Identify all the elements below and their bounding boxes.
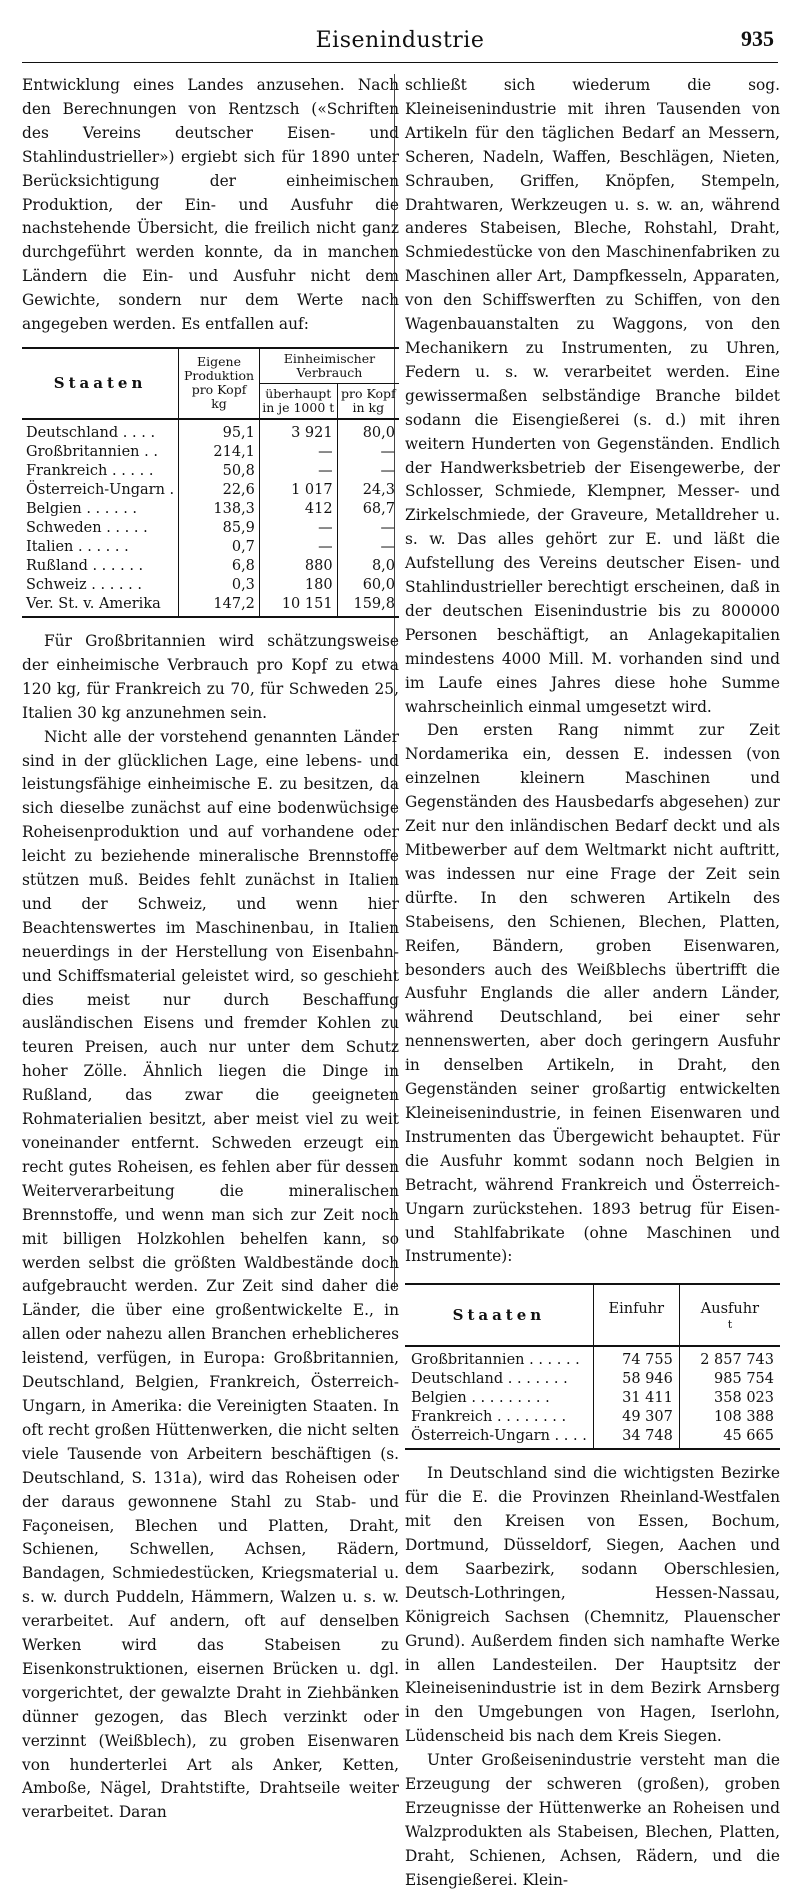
table2-cell-ausfuhr: 358 023 <box>679 1389 780 1408</box>
table2-row <box>405 1427 780 1449</box>
table2-header-einfuhr <box>593 1284 679 1346</box>
table1-cell-eigene: 138,3 <box>179 500 260 519</box>
left-paragraph-1: Entwicklung eines Landes anzusehen. Nach den Berechnungen von Rentzsch («Schriften des Vereins deutscher Eisen- und Stahlindustrieller») ergiebt sich für 1890 unter Berücksichtigung der einheimischen Produktion, der Ein- und Ausfuhr die nachstehende Übersicht, die freilich nicht ganz durchgeführt werden konnte, da in manchen Ländern die Ein- und Ausfuhr nicht dem Gewichte, sondern nur dem Werte nach angegeben werden. Es entfallen auf: <box>22 76 399 334</box>
running-title: Eisenindustrie <box>315 28 485 53</box>
table1-header-ueberhaupt: überhaupt in je 1000 t <box>259 383 337 419</box>
table1-cell-name: Ver. St. v. Amerika <box>22 595 179 617</box>
table1-row <box>22 500 399 519</box>
page-header <box>22 22 778 63</box>
table1-row <box>22 576 399 595</box>
table1-header-prokopf: pro Kopf in kg <box>337 383 399 419</box>
table1-cell-name: Schweiz . . . . . . <box>26 576 142 593</box>
table2-cell-name: Frankreich . . . . . . . . <box>411 1409 567 1426</box>
right-paragraph-2: Den ersten Rang nimmt zur Zeit Nordamerika ein, dessen E. indessen (von einzelnen kleinern Maschinen und Gegenständen des Hausbedarfs abgesehen) zur Zeit nur den inländischen Bedarf deckt und als Mitbewerber auf dem Weltmarkt nicht auftritt, was indessen nur eine Frage der Zeit sein dürfte. In den schweren Artikeln des Stabeisens, den Schienen, Blechen, Platten, Reifen, Bändern, groben Eisenwaren, besonders auch des Weißblechs übertrifft die Ausfuhr Englands die aller andern Länder, während Deutschland, bei einer sehr nennenswerten, aber doch geringern Ausfuhr in denselben Artikeln, in Draht, den Gegenständen seiner großartig entwickelten Kleineisenindustrie, in feinen Eisenwaren und Instrumenten das Übergewicht behauptet. Für die Ausfuhr kommt sodann noch Belgien in Betracht, während Frankreich und Österreich-Ungarn zurückstehen. 1893 betrug für Eisen- und Stahlfabrikate (ohne Maschinen und Instrumente): <box>405 721 780 1266</box>
table1-cell-prokopf: 68,7 <box>337 500 399 519</box>
table2-cell-ausfuhr: 2 857 743 <box>679 1346 780 1370</box>
page-number: 935 <box>741 26 774 51</box>
table1-cell-eigene: 6,8 <box>179 557 260 576</box>
table1-cell-name: Frankreich . . . . . <box>26 462 154 479</box>
table1-cell-prokopf: 159,8 <box>337 595 399 617</box>
table2-row <box>405 1370 780 1389</box>
table2-cell-einfuhr: 74 755 <box>593 1346 679 1370</box>
table1-cell-ueberhaupt: — <box>259 443 337 462</box>
table1-cell-eigene: 85,9 <box>179 519 260 538</box>
table2-header-staaten: Staaten <box>405 1284 593 1346</box>
left-column <box>22 74 399 1825</box>
table1-header-eigene: Eigene Produktion pro Kopf kg <box>179 348 260 419</box>
table1-row <box>22 481 399 500</box>
consumption-table <box>22 347 399 618</box>
table2-cell-ausfuhr: 45 665 <box>679 1427 780 1449</box>
table1-cell-ueberhaupt: 180 <box>259 576 337 595</box>
table1-row <box>22 557 399 576</box>
table1-row <box>22 419 399 443</box>
right-paragraph-1: schließt sich wiederum die sog. Kleineisenindustrie mit ihren Tausenden von Artikeln für den täglichen Bedarf an Messern, Scheren, Nadeln, Waffen, Beschlägen, Nieten, Schrauben, Griffen, Knöpfen, Stempeln, Drahtwaren, Werkzeugen u. s. w. an, während anderes Stabeisen, Bleche, Rohstahl, Draht, Schmiedestücke von den Maschinenfabriken zu Maschinen aller Art, Dampfkesseln, Apparaten, von den Schiffswerften zu Schiffen, von den Wagenbauanstalten zu Waggons, von den Mechanikern zu Instrumenten, zu Uhren, Federn u. s. w. verarbeitet werden. Eine gewissermaßen selbständige Branche bildet sodann die Eisengießerei (s. d.) mit ihren weitern Hunderten von Gegenständen. Endlich der Handwerksbetrieb der Eisengewerbe, der Schlosser, Schmiede, Klempner, Messer- und Zirkelschmiede, der Graveure, Metalldreher u. s. w. Das alles gehört zur E. und läßt die Aufstellung des Vereins deutscher Eisen- und Stahlindustrieller berechtigt erscheinen, daß in der deutschen Eisenindustrie bis zu 800000 Personen beschäftigt, an Anlagekapitalien mindestens 4000 Mill. M. vorhanden sind und im Laufe eines Jahres diese hohe Summe wahrscheinlich einmal umgesetzt wird. <box>405 76 780 716</box>
table1-cell-name: Schweden . . . . . <box>26 519 148 536</box>
table1-row <box>22 595 399 617</box>
table2-header-ausfuhr <box>679 1284 780 1346</box>
right-paragraph-3: In Deutschland sind die wichtigsten Bezirke für die E. die Provinzen Rheinland-Westfalen mit den Kreisen von Essen, Bochum, Dortmund, Düsseldorf, Siegen, Aachen und dem Saarbezirk, sodann Oberschlesien, Deutsch-Lothringen, Hessen-Nassau, Königreich Sachsen (Chemnitz, Plauenscher Grund). Außerdem finden sich namhafte Werke in allen Landesteilen. Der Hauptsitz der Kleineisenindustrie ist in dem Bezirk Arnsberg in den Umgebungen von Hagen, Iserlohn, Lüdenscheid bis nach dem Kreis Siegen. <box>405 1464 780 1746</box>
table1-cell-name: Belgien . . . . . . <box>26 500 138 517</box>
table1-cell-ueberhaupt: 880 <box>259 557 337 576</box>
table1-row <box>22 462 399 481</box>
table1-cell-ueberhaupt: 1 017 <box>259 481 337 500</box>
table1-header-staaten: Staaten <box>22 348 179 419</box>
table1-cell-ueberhaupt: — <box>259 519 337 538</box>
table1-cell-prokopf: — <box>337 519 399 538</box>
table1-cell-eigene: 0,3 <box>179 576 260 595</box>
table2-cell-einfuhr: 31 411 <box>593 1389 679 1408</box>
table2-cell-ausfuhr: 108 388 <box>679 1408 780 1427</box>
table1-cell-prokopf: 60,0 <box>337 576 399 595</box>
table1-cell-name: Österreich-Ungarn . <box>26 481 175 498</box>
table2-cell-name: Österreich-Ungarn . . . . <box>405 1427 593 1449</box>
table1-cell-prokopf: — <box>337 538 399 557</box>
table1-cell-eigene: 95,1 <box>179 419 260 443</box>
table1-cell-eigene: 0,7 <box>179 538 260 557</box>
table1-cell-ueberhaupt: 412 <box>259 500 337 519</box>
right-paragraph-4: Unter Großeisenindustrie versteht man die Erzeugung der schweren (großen), groben Erzeugnisse der Hüttenwerke an Roheisen und Walzprodukten als Stabeisen, Blechen, Platten, Draht, Schienen, Achsen, Rädern, und die Eisengießerei. Klein- <box>405 1751 780 1889</box>
table1-cell-name: Großbritannien . . <box>26 443 158 460</box>
table1-header-group: Einheimischer Verbrauch <box>259 348 399 384</box>
table2-cell-name: Belgien . . . . . . . . . <box>411 1390 550 1407</box>
table1-cell-prokopf: — <box>337 462 399 481</box>
trade-table <box>405 1283 780 1450</box>
table1-cell-eigene: 50,8 <box>179 462 260 481</box>
table2-unit: t <box>727 1317 733 1331</box>
table1-cell-name: Italien . . . . . . <box>26 538 129 555</box>
left-paragraph-3: Nicht alle der vorstehend genannten Länder sind in der glücklichen Lage, eine lebens- und leistungsfähige einheimische E. zu besitzen, da sich dieselbe zunächst auf eine bodenwüchsige Roheisenproduktion und auf vorhandene oder leicht zu beziehende mineralische Brennstoffe stützen muß. Beides fehlt zunächst in Italien und der Schweiz, und wenn hier Beachtenswertes im Maschinenbau, in Italien neuerdings in der Herstellung von Eisenbahn- und Schiffsmaterial geleistet wird, so geschieht dies meist nur durch Beschaffung ausländischen Eisens und fremder Kohlen zu teuren Preisen, auch nur unter dem Schutz hoher Zölle. Ähnlich liegen die Dinge in Rußland, das zwar die geeigneten Rohmaterialien besitzt, aber meist viel zu weit voneinander entfernt. Schweden erzeugt ein recht gutes Roheisen, es fehlen aber für dessen Weiterverarbeitung die mineralischen Brennstoffe, und wenn man sich zur Zeit noch mit billigen Holzkohlen behelfen kann, so werden selbst die größten Waldbestände doch aufgebraucht werden. Zur Zeit sind daher die Länder, die über eine großentwickelte E., in allen oder nahezu allen Branchen erheblicheres leistend, verfügen, in Europa: Großbritannien, Deutschland, Belgien, Frankreich, Österreich-Ungarn, in Amerika: die Vereinigten Staaten. In oft recht großen Hüttenwerken, die nicht selten viele Tausende von Arbeitern beschäftigen (s. Deutschland, S. 131a), wird das Roheisen oder der daraus gewonnene Stahl zu Stab- und Façoneisen, Blechen und Platten, Draht, Schienen, Schwellen, Achsen, Rädern, Bandagen, Schmiedestücken, Kriegsmaterial u. s. w. durch Puddeln, Hämmern, Walzen u. s. w. verarbeitet. Auf andern, oft auf denselben Werken wird das Stabeisen zu Eisenkonstruktionen, eisernen Brücken u. dgl. vorgerichtet, der gewalzte Draht in Ziehbänken dünner gezogen, das Blech verzinkt oder verzinnt (Weißblech), zu groben Eisenwaren von hunderterlei Art als Anker, Ketten, Amboße, Nägel, Drahtstifte, Drahtseile weiter verarbeitet. Daran <box>22 727 399 1822</box>
table1-cell-name: Deutschland . . . . <box>26 424 156 441</box>
table1-cell-prokopf: 24,3 <box>337 481 399 500</box>
table2-row <box>405 1346 780 1370</box>
table1-row <box>22 519 399 538</box>
table1-row <box>22 443 399 462</box>
table2-cell-name: Deutschland . . . . . . . <box>411 1371 568 1388</box>
table1-cell-eigene: 214,1 <box>179 443 260 462</box>
table1-cell-eigene: 147,2 <box>179 595 260 617</box>
table1-cell-prokopf: — <box>337 443 399 462</box>
table1-cell-ueberhaupt: — <box>259 462 337 481</box>
right-column <box>405 74 780 1893</box>
table2-cell-ausfuhr: 985 754 <box>679 1370 780 1389</box>
table2-header-einfuhr-label: Einfuhr <box>608 1300 665 1317</box>
table2-cell-einfuhr: 58 946 <box>593 1370 679 1389</box>
table1-cell-prokopf: 8,0 <box>337 557 399 576</box>
table2-row <box>405 1408 780 1427</box>
table2-cell-einfuhr: 34 748 <box>593 1427 679 1449</box>
table1-cell-ueberhaupt: — <box>259 538 337 557</box>
table1-cell-ueberhaupt: 3 921 <box>259 419 337 443</box>
table1-row <box>22 538 399 557</box>
left-paragraph-2: Für Großbritannien wird schätzungsweise der einheimische Verbrauch pro Kopf zu etwa 120 kg, für Frankreich zu 70, für Schweden 25, Italien 30 kg anzunehmen sein. <box>22 631 399 722</box>
table2-row <box>405 1389 780 1408</box>
table2-cell-name: Großbritannien . . . . . . <box>411 1352 580 1369</box>
table1-cell-prokopf: 80,0 <box>337 419 399 443</box>
table1-cell-name: Rußland . . . . . . <box>26 557 144 574</box>
table2-header-ausfuhr-label: Ausfuhr <box>700 1300 760 1317</box>
table1-cell-eigene: 22,6 <box>179 481 260 500</box>
table1-cell-ueberhaupt: 10 151 <box>259 595 337 617</box>
table2-cell-einfuhr: 49 307 <box>593 1408 679 1427</box>
